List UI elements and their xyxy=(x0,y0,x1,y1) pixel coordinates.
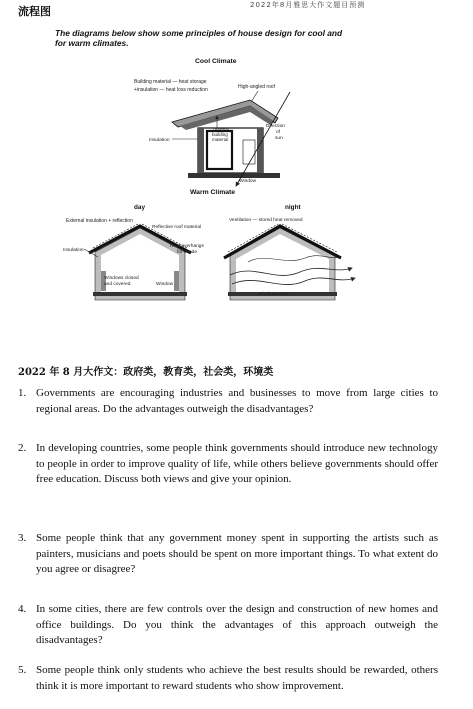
question-1 xyxy=(18,386,438,417)
direction-label-1: Direction xyxy=(266,124,285,129)
cool-legend-1: Building material — heat storage xyxy=(134,79,207,85)
day-insulation-label: Insulation xyxy=(63,248,84,253)
page-title: 流程图 xyxy=(18,5,51,18)
question-3 xyxy=(18,531,438,578)
reflective-roof-label: Reflective roof material xyxy=(152,225,202,230)
windows-closed-label-1: Windows closed xyxy=(104,276,139,281)
day-house xyxy=(89,224,191,300)
question-number: 2. xyxy=(18,442,27,454)
question-number: 3. xyxy=(18,532,27,544)
section-title: 2022 年 8 月大作文：政府类，教育类，社会类，环境类 xyxy=(18,367,274,378)
header-mark: 2022年8月雅思大作文题目预测 xyxy=(250,1,366,9)
question-text: In developing countries, some people think governments should introduce new technology to people in order to improve quality of life, while others believe governments should offer free education. Discuss both views and give your opinion. xyxy=(36,442,438,485)
question-2 xyxy=(18,441,438,488)
night-label: night xyxy=(285,204,301,211)
overhangs-label-2: for shade xyxy=(177,250,198,255)
direction-label-3: sun xyxy=(275,136,283,141)
thermal-label-2: building xyxy=(212,132,228,137)
high-roof-label: High-angled roof xyxy=(238,84,275,90)
overhangs-label-1: Roof overhangs xyxy=(170,244,204,249)
question-text: Some people think only students who achieve the best results should be rewarded, others think it is more important to reward students who show improvement. xyxy=(36,664,438,692)
question-number: 1. xyxy=(18,387,27,399)
question-5 xyxy=(18,663,438,694)
cool-window-label: Window xyxy=(239,179,257,184)
cool-climate-title: Cool Climate xyxy=(195,58,237,65)
day-window-label: Window xyxy=(156,282,174,287)
day-label: day xyxy=(134,204,146,211)
ventilation-label: Ventilation — stored heat removed xyxy=(229,218,303,223)
cool-legend-2: +insulation — heat loss reduction xyxy=(134,87,208,93)
question-number: 5. xyxy=(18,664,27,676)
warm-climate-title: Warm Climate xyxy=(190,189,236,196)
question-4 xyxy=(18,602,438,649)
thermal-label-3: material xyxy=(212,137,229,142)
question-text: Some people think that any government money spent in supporting the artists such as painters, musicians and poets should be spent on more important things. To what extent do you agree or disagree? xyxy=(36,532,438,575)
cool-insulation-label: Insulation xyxy=(149,138,170,143)
direction-label-2: of xyxy=(276,130,281,135)
thermal-label-1: Thermal xyxy=(212,127,229,132)
windows-closed-label-2: and covered xyxy=(104,282,131,287)
night-house xyxy=(224,224,355,300)
task-intro: The diagrams below show some principles of house design for cool and for warm climates. xyxy=(55,28,343,48)
external-insulation-label: External insulation + reflection xyxy=(66,218,133,224)
question-number: 4. xyxy=(18,603,27,615)
question-text: In some cities, there are few controls over the design and construction of new homes and office buildings. Do you think the advantages of this approach outweigh the disadvantages? xyxy=(36,603,438,646)
question-text: Governments are encouraging industries and businesses to move from large cities to regional areas. Do the advantages outweigh the disadvantages? xyxy=(36,387,438,415)
windows-open-label: Windows open xyxy=(258,292,290,297)
